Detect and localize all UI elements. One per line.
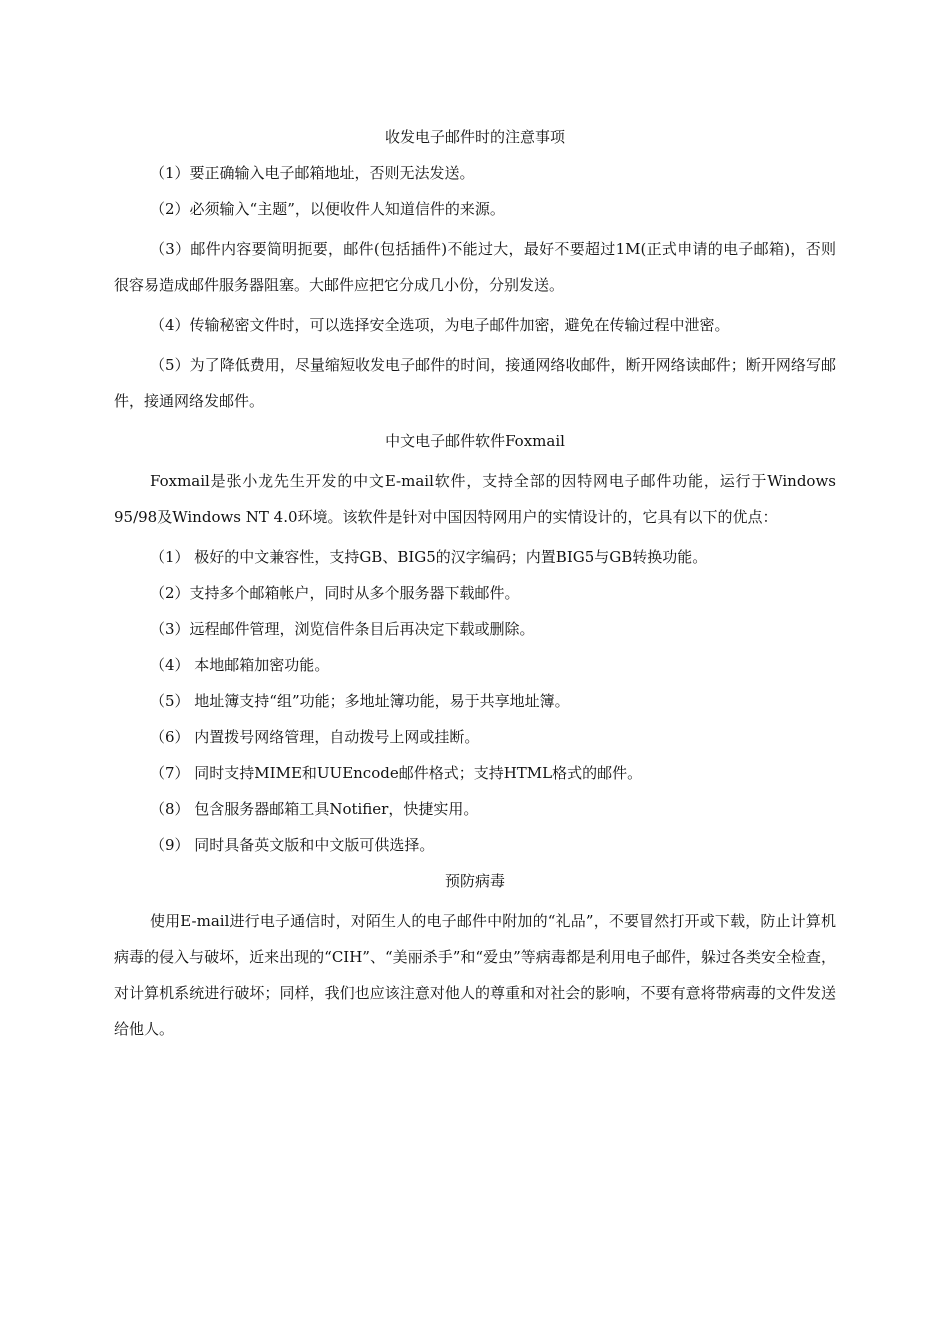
section-title-email-notes: 收发电子邮件时的注意事项 bbox=[384, 128, 565, 146]
foxmail-intro-paragraph: Foxmail是张小龙先生开发的中文E-mail软件，支持全部的因特网电子邮件功能，运行于Windows 95/98及Windows NT 4.0环境。该软件是针对中国因特网用户的实情设计的，它具有以下的优点： bbox=[114, 472, 836, 526]
list-item: （8） 包含服务器邮箱工具Notifier，快捷实用。 bbox=[150, 800, 479, 818]
list-item: （4） 本地邮箱加密功能。 bbox=[150, 656, 330, 674]
list-item: （4）传输秘密文件时，可以选择安全选项，为电子邮件加密，避免在传输过程中泄密。 bbox=[150, 316, 730, 334]
list-item: （7） 同时支持MIME和UUEncode邮件格式；支持HTML格式的邮件。 bbox=[150, 764, 643, 782]
list-item: （1） 极好的中文兼容性，支持GB、BIG5的汉字编码；内置BIG5与GB转换功能。 bbox=[150, 548, 708, 566]
list-item: （9） 同时具备英文版和中文版可供选择。 bbox=[150, 836, 435, 854]
paragraph-item-3: （3）邮件内容要简明扼要，邮件(包括插件)不能过大，最好不要超过1M(正式申请的电子邮箱)，否则很容易造成邮件服务器阻塞。大邮件应把它分成几小份，分别发送。 bbox=[114, 240, 836, 294]
list-item: （3）远程邮件管理，浏览信件条目后再决定下载或删除。 bbox=[150, 620, 535, 638]
section-title-virus-prevention: 预防病毒 bbox=[444, 872, 505, 890]
list-item: （6） 内置拨号网络管理，自动拨号上网或挂断。 bbox=[150, 728, 480, 746]
section-title-foxmail: 中文电子邮件软件Foxmail bbox=[385, 432, 565, 450]
paragraph-item-5: （5）为了降低费用，尽量缩短收发电子邮件的时间，接通网络收邮件，断开网络读邮件；断开网络写邮件，接通网络发邮件。 bbox=[114, 356, 836, 410]
document-content bbox=[114, 123, 836, 1047]
list-item: （5） 地址簿支持“组”功能；多地址簿功能，易于共享地址簿。 bbox=[150, 692, 570, 710]
virus-prevention-paragraph: 使用E-mail进行电子通信时，对陌生人的电子邮件中附加的“礼品”，不要冒然打开或下载，防止计算机病毒的侵入与破坏，近来出现的“CIH”、“美丽杀手”和“爱虫”等病毒都是利用电子邮件，躲过各类安全检查，对计算机系统进行破坏；同样，我们也应该注意对他人的尊重和对社会的影响，不要有意将带病毒的文件发送给他人。 bbox=[114, 912, 836, 1038]
list-item: （2）必须输入“主题”，以便收件人知道信件的来源。 bbox=[150, 200, 505, 218]
list-item: （2）支持多个邮箱帐户，同时从多个服务器下载邮件。 bbox=[150, 584, 520, 602]
list-item: （1）要正确输入电子邮箱地址，否则无法发送。 bbox=[150, 164, 475, 182]
